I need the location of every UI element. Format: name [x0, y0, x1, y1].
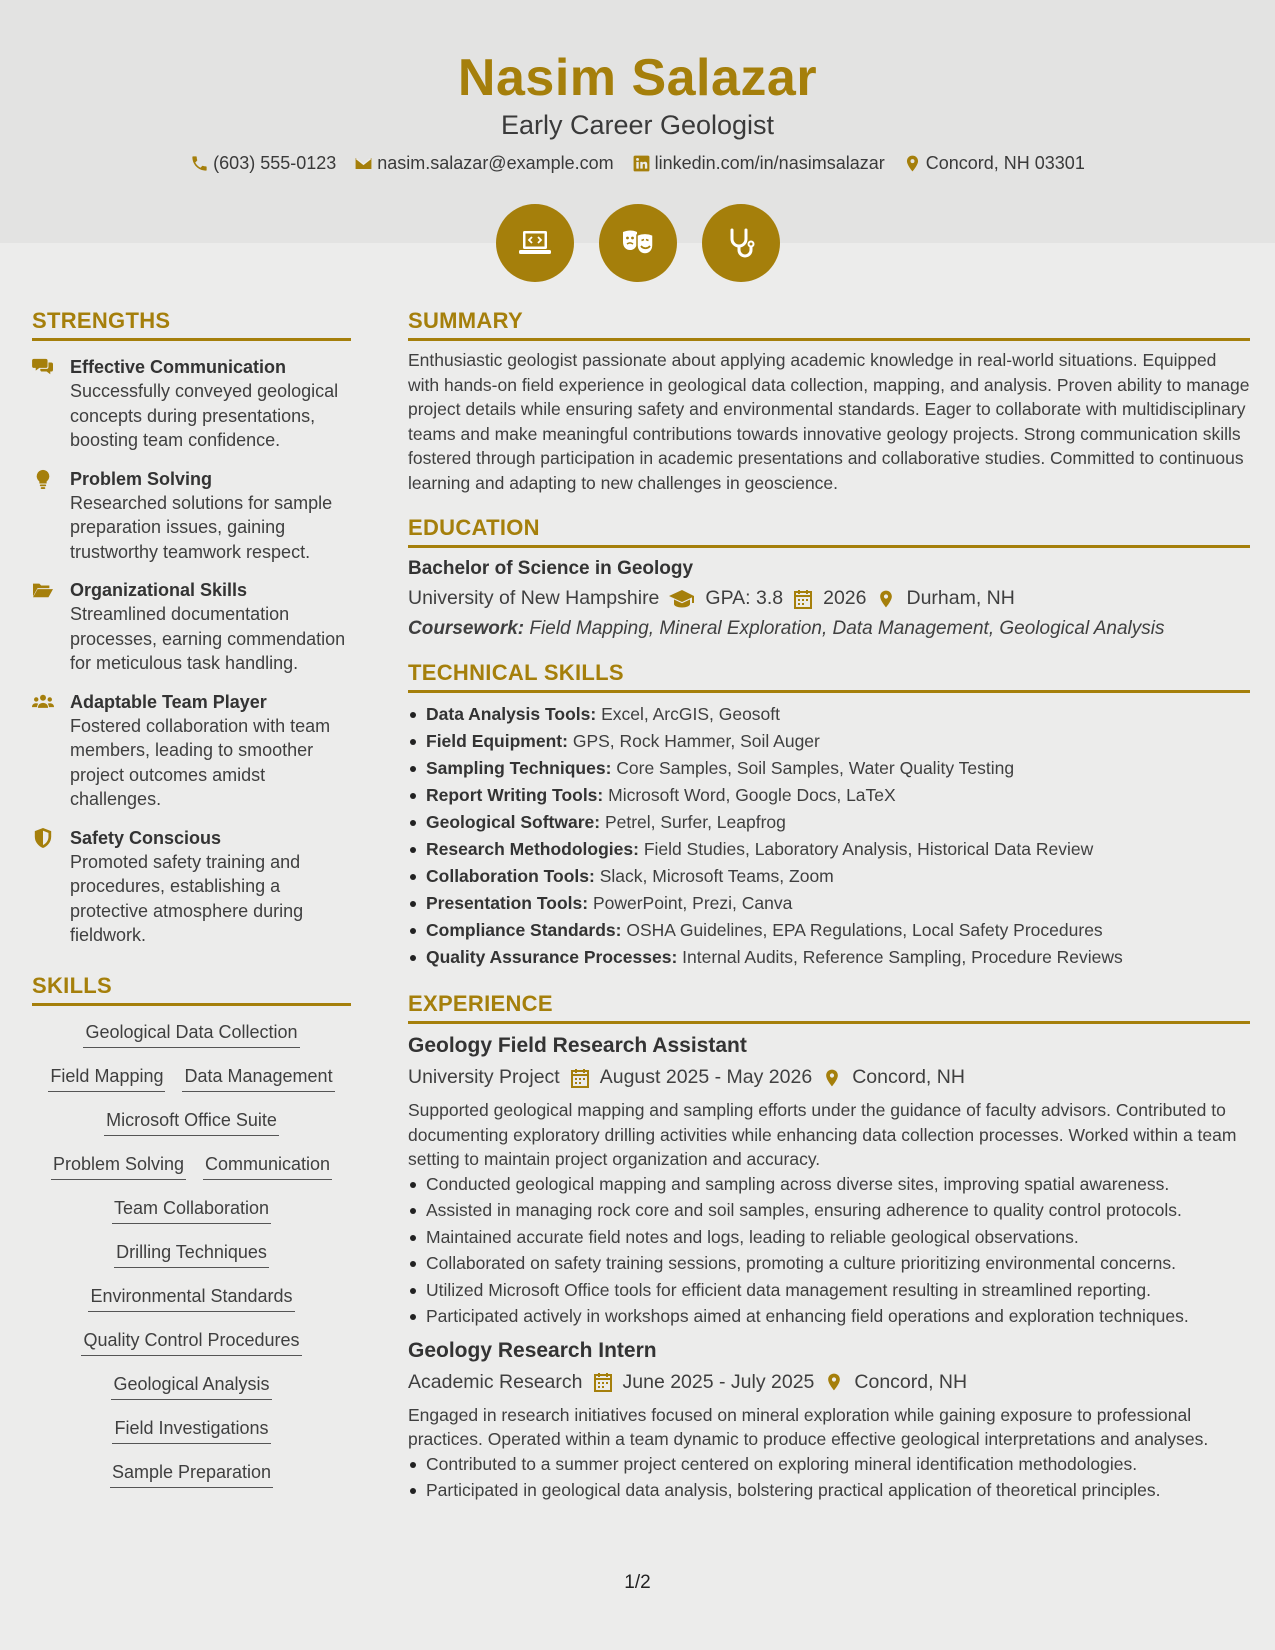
list-item: Collaborated on safety training sessions, promoting a culture prioritizing environmental concerns.	[408, 1251, 1250, 1276]
calendar-icon	[570, 1068, 590, 1088]
job-entry	[408, 1339, 1250, 1503]
skill-tag: Problem Solving	[51, 1152, 186, 1180]
strength-desc: Streamlined documentation processes, earning commendation for meticulous task handling.	[70, 604, 346, 673]
strength-item	[32, 467, 351, 565]
candidate-name: Nasim Salazar	[457, 49, 818, 107]
summary-heading: SUMMARY	[408, 308, 1250, 341]
strength-desc: Successfully conveyed geological concepts during presentations, boosting team confidence.	[70, 381, 339, 450]
strengths-heading: STRENGTHS	[32, 308, 351, 341]
list-item: Research Methodologies: Field Studies, Laboratory Analysis, Historical Data Review	[408, 836, 1250, 863]
hobby-icons	[0, 204, 1275, 282]
users-icon	[32, 692, 54, 712]
calendar-icon	[793, 589, 813, 609]
list-item: Report Writing Tools: Microsoft Word, Google Docs, LaTeX	[408, 782, 1250, 809]
job-location: Concord, NH	[854, 1370, 968, 1393]
list-item: Contributed to a summer project centered on exploring mineral identification methodologies.	[408, 1452, 1250, 1477]
map-marker-icon	[822, 1068, 842, 1088]
list-item: Data Analysis Tools: Excel, ArcGIS, Geosoft	[408, 701, 1250, 728]
laptop-code-circle	[496, 204, 574, 282]
list-item: Quality Assurance Processes: Internal Audits, Reference Sampling, Procedure Reviews	[408, 944, 1250, 971]
job-dates: June 2025 - July 2025	[622, 1370, 815, 1393]
job-org: University Project	[408, 1066, 560, 1088]
education-gpa: GPA: 3.8	[705, 587, 784, 609]
skill-tag: Team Collaboration	[112, 1196, 271, 1224]
list-item: Participated in geological data analysis, bolstering practical application of theoretical principles.	[408, 1478, 1250, 1503]
lightbulb-icon	[32, 469, 54, 489]
job-meta	[408, 1371, 1250, 1394]
list-item: Participated actively in workshops aimed at enhancing field operations and exploration techniques.	[408, 1304, 1250, 1329]
right-column	[408, 308, 1250, 1505]
skill-tag: Geological Analysis	[111, 1372, 271, 1400]
job-entry	[408, 1034, 1250, 1329]
contact-bar	[0, 153, 1275, 174]
job-description: Engaged in research initiatives focused on mineral exploration while gaining exposure to professional practices. Operated within a team dynamic to produce effective geological interpretations and analyses.	[408, 1404, 1209, 1449]
map-marker-icon	[903, 154, 922, 173]
education-meta	[408, 587, 1250, 610]
list-item: Geological Software: Petrel, Surfer, Leapfrog	[408, 809, 1250, 836]
summary-text: Enthusiastic geologist passionate about applying academic knowledge in real-world situations. Equipped with hands-on field experience in geological data collection, mapping, and analysis. Proven ability to manage project details while ensuring safety and environmental standards. Eager to collaborate with multidisciplinary teams and make meaningful contributions towards innovative geology projects. Strong communication skills fostered through participation in academic presentations and collaborative studies. Committed to continuous learning and adapting to new challenges in geoscience.	[408, 350, 1250, 493]
skill-tag: Geological Data Collection	[83, 1020, 299, 1048]
skill-tag: Microsoft Office Suite	[104, 1108, 279, 1136]
skill-tag: Quality Control Procedures	[81, 1328, 301, 1356]
strength-desc: Researched solutions for sample preparation issues, gaining trustworthy teamwork respect.	[70, 492, 333, 562]
strength-item	[32, 690, 351, 812]
education-school: University of New Hampshire	[408, 587, 660, 609]
education-year: 2026	[823, 587, 867, 609]
strength-title: Organizational Skills	[70, 580, 248, 600]
list-item: Conducted geological mapping and sampling across diverse sites, improving spatial awareness.	[408, 1172, 1250, 1197]
job-description: Supported geological mapping and sampling efforts under the guidance of faculty advisors. Contributed to documenting exploratory drilling activities while enhancing data collection processes. Worked within a team setting to maintain project organization and accuracy.	[408, 1100, 1237, 1169]
laptop-code-icon	[515, 223, 555, 263]
skill-tag: Environmental Standards	[88, 1284, 294, 1312]
education-location: Durham, NH	[906, 587, 1015, 609]
shield-icon	[32, 828, 54, 848]
education-degree: Bachelor of Science in Geology	[408, 558, 694, 579]
left-column	[32, 308, 351, 1504]
list-item: Field Equipment: GPS, Rock Hammer, Soil Auger	[408, 728, 1250, 755]
phone-icon	[190, 154, 209, 173]
graduation-cap-icon	[669, 589, 695, 609]
job-title: Geology Research Intern	[408, 1338, 657, 1362]
job-meta	[408, 1066, 1250, 1089]
theater-masks-icon	[618, 223, 658, 263]
strength-desc: Promoted safety training and procedures, establishing a protective atmosphere during fieldwork.	[70, 851, 304, 945]
technical-skills-heading: TECHNICAL SKILLS	[408, 660, 1250, 693]
contact-phone: (603) 555-0123	[190, 153, 336, 174]
map-marker-icon	[824, 1372, 844, 1392]
candidate-title: Early Career Geologist	[500, 110, 775, 140]
skill-tag: Field Investigations	[112, 1416, 270, 1444]
comments-icon	[32, 357, 54, 377]
strength-title: Problem Solving	[70, 468, 213, 489]
skill-tag: Communication	[203, 1152, 332, 1180]
stethoscope-circle	[702, 204, 780, 282]
calendar-icon	[593, 1372, 613, 1392]
experience-heading: EXPERIENCE	[408, 991, 1250, 1024]
job-bullets	[408, 1172, 1250, 1329]
list-item: Presentation Tools: PowerPoint, Prezi, Canva	[408, 890, 1250, 917]
strength-title: Effective Communication	[70, 357, 287, 377]
skills-list	[32, 1020, 351, 1504]
strength-item	[32, 578, 351, 676]
stethoscope-icon	[721, 223, 761, 263]
list-item: Assisted in managing rock core and soil samples, ensuring adherence to quality control protocols.	[408, 1198, 1250, 1223]
education-heading: EDUCATION	[408, 515, 1250, 548]
strength-item	[32, 826, 351, 948]
list-item: Utilized Microsoft Office tools for efficient data management resulting in streamlined reporting.	[408, 1278, 1250, 1303]
page-number: 1/2	[624, 1572, 651, 1593]
job-org: Academic Research	[408, 1370, 583, 1393]
job-dates: August 2025 - May 2026	[599, 1066, 813, 1088]
contact-location: Concord, NH 03301	[903, 153, 1085, 174]
skills-heading: SKILLS	[32, 973, 351, 1006]
list-item: Sampling Techniques: Core Samples, Soil Samples, Water Quality Testing	[408, 755, 1250, 782]
list-item: Compliance Standards: OSHA Guidelines, EPA Regulations, Local Safety Procedures	[408, 917, 1250, 944]
job-location: Concord, NH	[852, 1066, 965, 1088]
skill-tag: Data Management	[182, 1064, 334, 1092]
contact-email[interactable]: nasim.salazar@example.com	[354, 153, 613, 174]
job-title: Geology Field Research Assistant	[408, 1034, 747, 1057]
linkedin-icon	[632, 154, 651, 173]
map-marker-icon	[876, 589, 896, 609]
strength-title: Adaptable Team Player	[70, 691, 267, 712]
strength-item	[32, 355, 351, 453]
skill-tag: Drilling Techniques	[114, 1240, 269, 1268]
skill-tag: Sample Preparation	[110, 1460, 273, 1488]
list-item: Collaboration Tools: Slack, Microsoft Teams, Zoom	[408, 863, 1250, 890]
folder-open-icon	[32, 580, 54, 600]
theater-masks-circle	[599, 204, 677, 282]
strength-desc: Fostered collaboration with team members, leading to smoother project outcomes amidst challenges.	[70, 715, 331, 809]
job-bullets	[408, 1452, 1250, 1503]
skill-tag: Field Mapping	[48, 1064, 165, 1092]
list-item: Maintained accurate field notes and logs, leading to reliable geological observations.	[408, 1225, 1250, 1250]
education-coursework: Coursework: Field Mapping, Mineral Exploration, Data Management, Geological Analysis	[408, 618, 1165, 639]
contact-linkedin[interactable]: linkedin.com/in/nasimsalazar	[632, 153, 885, 174]
technical-skills-list	[408, 701, 1250, 971]
envelope-icon	[354, 154, 373, 173]
strength-title: Safety Conscious	[70, 827, 222, 848]
